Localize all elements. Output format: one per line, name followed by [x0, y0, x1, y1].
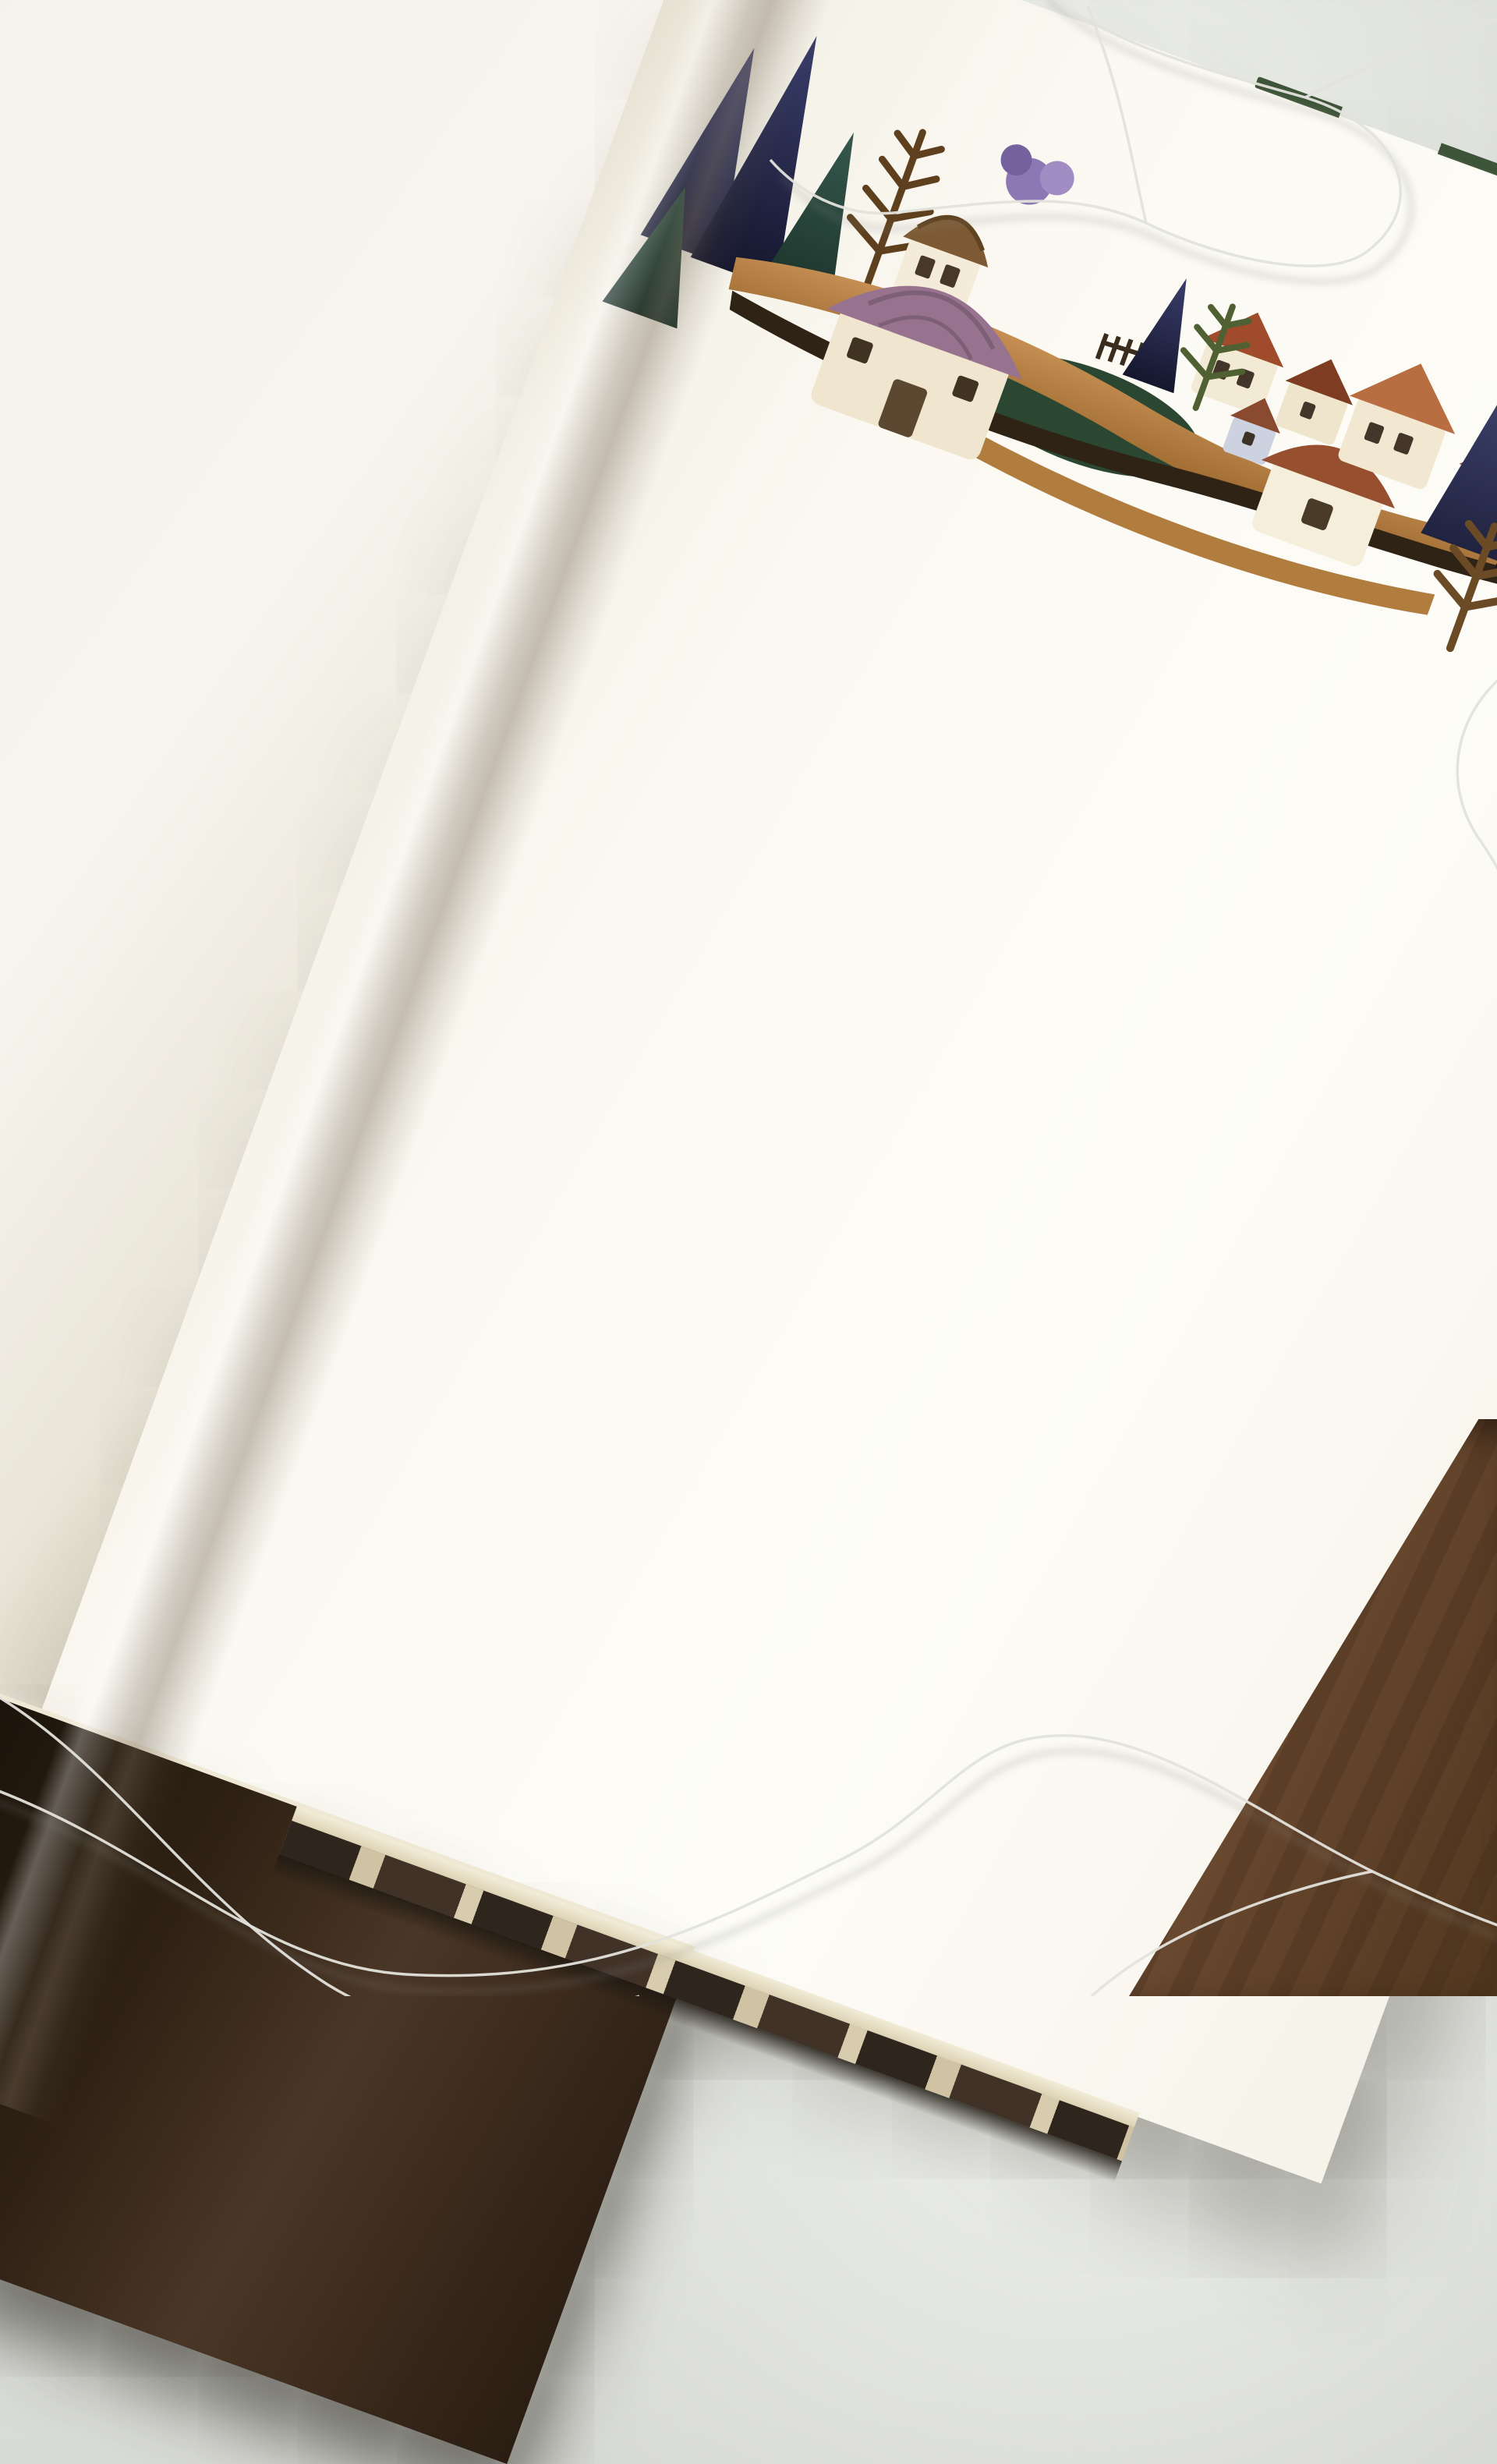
catalog-title [52, 512, 63, 542]
catalog-block [0, 440, 432, 684]
purple-bush [989, 140, 1080, 218]
catalog-code [0, 471, 55, 535]
catalog-title-line [0, 440, 432, 684]
